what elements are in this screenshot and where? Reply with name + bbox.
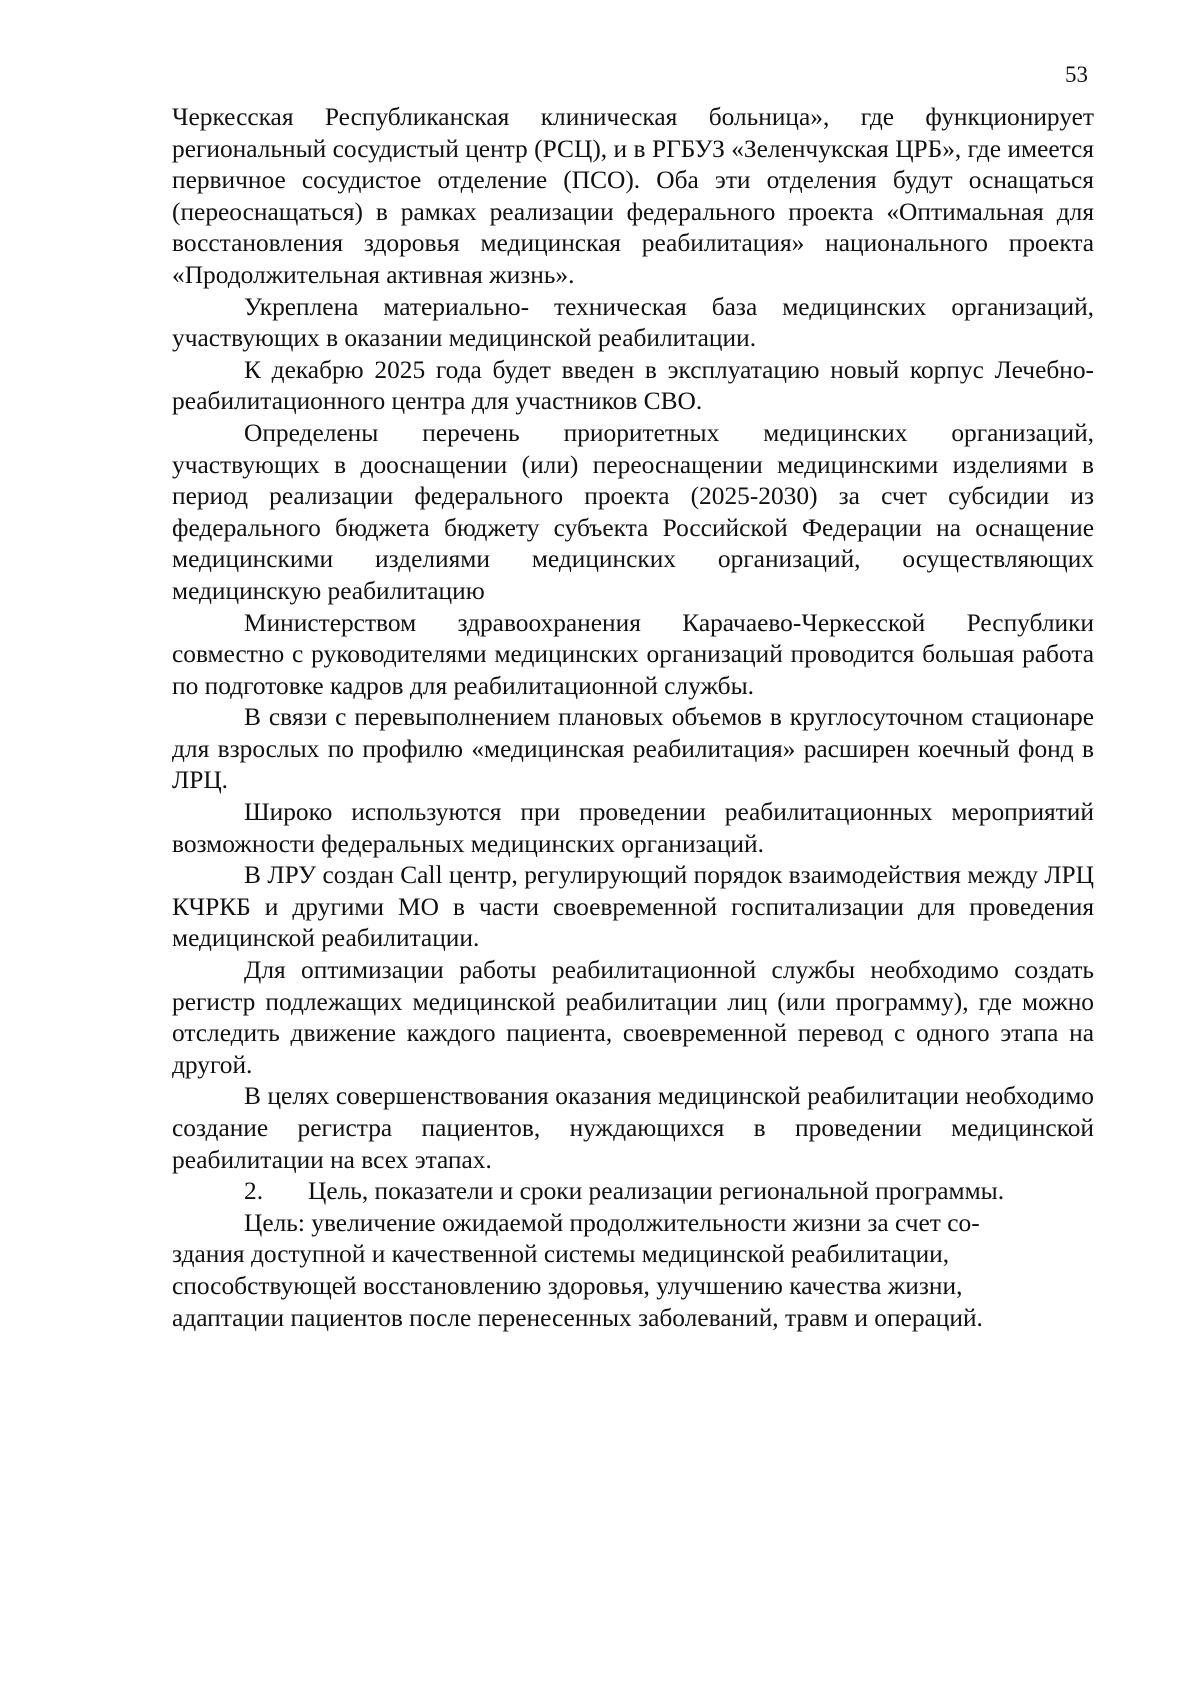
paragraph-staff-training: Министерством здравоохранения Карачаево-Черкесской Республики совместно с руководителями медицинских организаций проводится большая работа по подготовке кадров для реабилитационной службы. [172, 608, 1094, 700]
section-title: Цель, показатели и сроки реализации региональной программы. [308, 1177, 1005, 1206]
paragraph-patient-registry: В целях совершенствования оказания медицинской реабилитации необходимо создание регистра пациентов, нуждающихся в проведении медицинской реабилитации на всех этапах. [172, 1082, 1094, 1174]
goal-line-1: Цель: увеличение ожидаемой продолжительности жизни за счет со- [244, 1208, 980, 1237]
section-heading [172, 1176, 1094, 1208]
page-number: 53 [1065, 62, 1088, 87]
section-number: 2. [244, 1177, 264, 1206]
goal-line-2: здания доступной и качественной системы медицинской реабилитации, [172, 1240, 950, 1269]
paragraph-federal-organizations: Широко используются при проведении реабилитационных мероприятий возможности федеральных медицинских организаций. [172, 798, 1094, 858]
paragraph-material-base: Укреплена материально- техническая база медицинских организаций, участвующих в оказании медицинской реабилитации. [172, 292, 1094, 353]
document-body [172, 102, 1094, 1334]
paragraph-new-building: К декабрю 2025 года будет введен в эксплуатацию новый корпус Лечебно-реабилитационного центра для участников СВО. [172, 355, 1094, 416]
paragraph-call-center: В ЛРУ создан Call центр, регулирующий порядок взаимодействия между ЛРЦ КЧРКБ и другими МО в части своевременной госпитализации для проведения медицинской реабилитации. [172, 861, 1094, 953]
goal-line-3: способствующей восстановлению здоровья, улучшению качества жизни, [172, 1271, 963, 1300]
paragraph-bed-capacity: В связи с перевыполнением плановых объемов в круглосуточном стационаре для взрослых по профилю «медицинская реабилитация» расширен коечный фонд в ЛРЦ. [172, 703, 1094, 795]
paragraph-priority-organizations: Определены перечень приоритетных медицинских организаций, участвующих в дооснащении (или) переоснащении медицинскими изделиями в период реализации федерального проекта (2025-2030) за счет субсидии из федерального бюджета бюджету субъекта Российской Федерации на оснащение медицинскими изделиями медицинских организаций, осуществляющих медицинскую реабилитацию [172, 418, 1094, 605]
paragraph-continuation: Черкесская Республиканская клиническая больница», где функционирует региональный сосудистый центр (РСЦ), и в РГБУЗ «Зеленчукская ЦРБ», где имеется первичное сосудистое отделение (ПСО). Оба эти отделения будут оснащаться (переоснащаться) в рамках реализации федерального проекта «Оптимальная для восстановления здоровья медицинская реабилитация» национального проекта «Продолжительная активная жизнь». [172, 103, 1094, 289]
paragraph-registry-need: Для оптимизации работы реабилитационной службы необходимо создать регистр подлежащих медицинской реабилитации лиц (или программу), где можно отследить движение каждого пациента, своевременной перевод с одного этапа на другой. [172, 956, 1094, 1079]
goal-line-4: адаптации пациентов после перенесенных заболеваний, травм и операций. [172, 1303, 983, 1332]
